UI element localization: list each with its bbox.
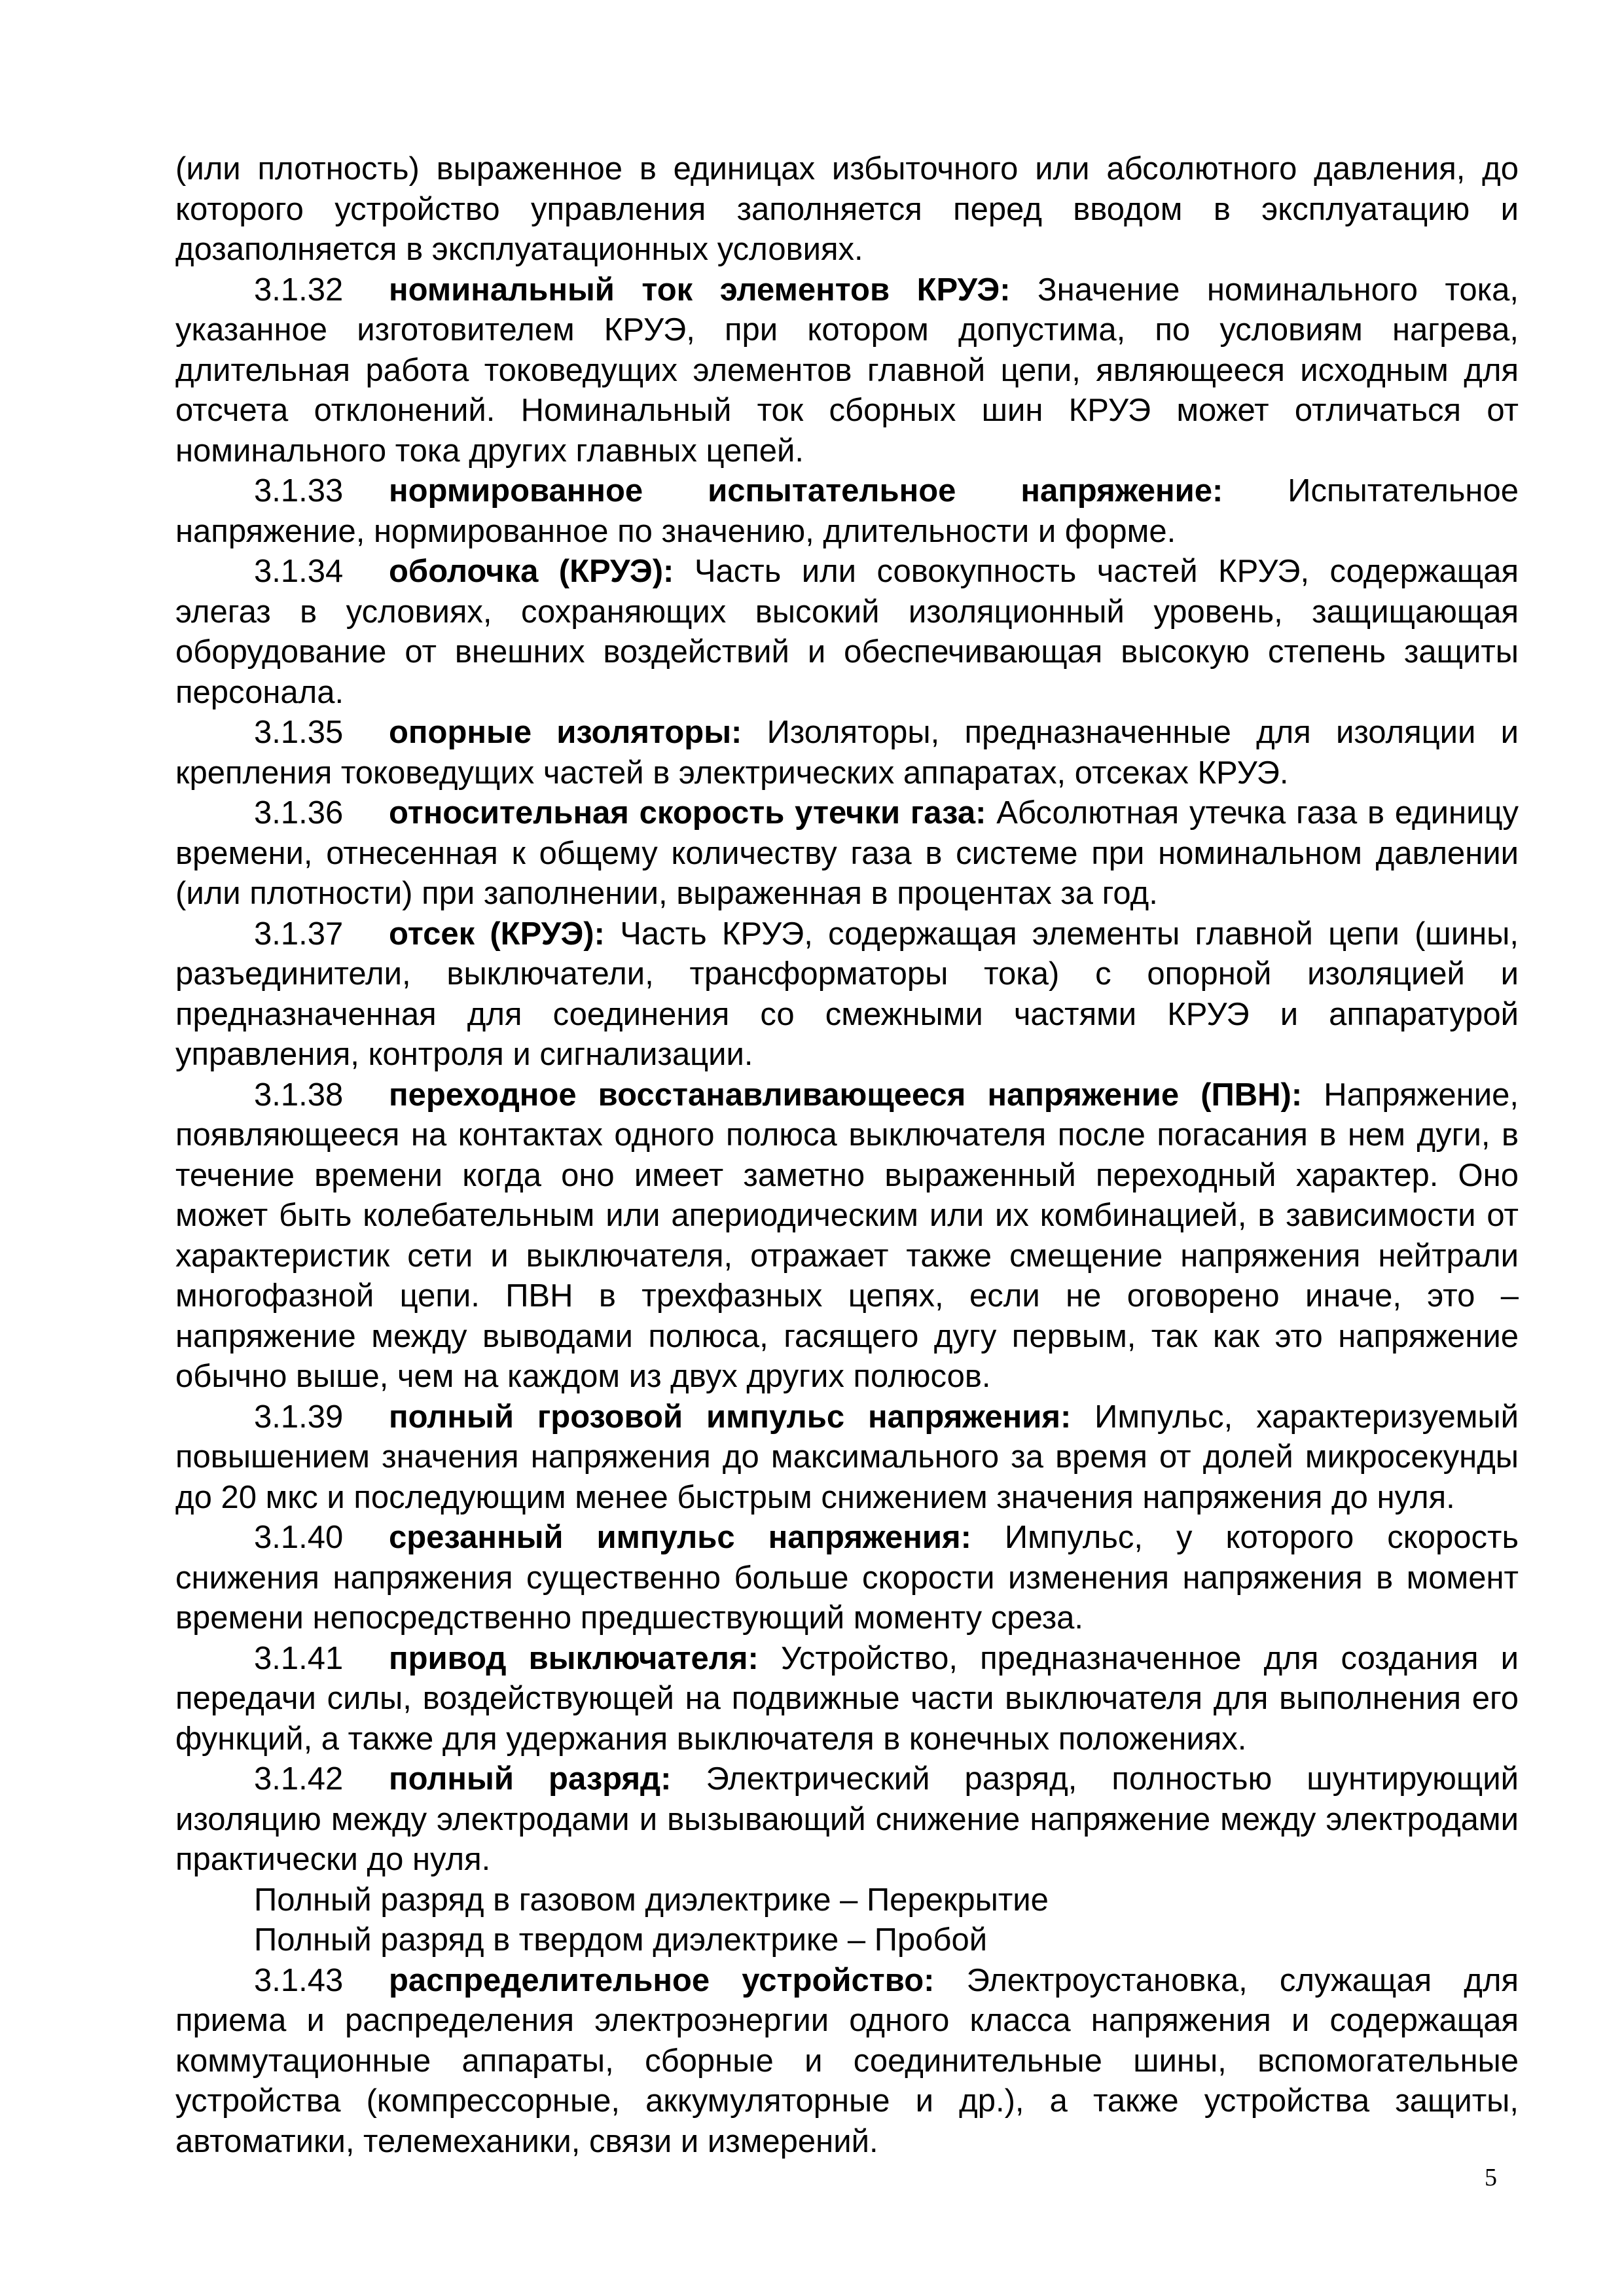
note-line: Полный разряд в газовом диэлектрике – Перекрытие [254,1882,1049,1918]
definition-text: Напряжение, появляющееся на контактах одного полюса выключателя после погасания в нем дуги, в течение времени когда оно имеет заметно выраженный переходный характер. Оно может быть колебательным или апериодическим или их комбинацией, в зависимости от характеристик сети и выключателя, отражает также смещение напряжения нейтрали многофазной цепи. ПВН в трехфазных цепях, если не оговорено иначе, это – напряжение между выводами полюса, гасящего дугу первым, так как это напряжение обычно выше, чем на каждом из двух других полюсов. [175,1077,1519,1394]
definition-number: 3.1.34 [254,554,344,589]
definition-number: 3.1.43 [254,1962,344,1998]
definition-3-1-36 [175,793,1519,914]
definition-term: опорные изоляторы: [389,715,742,750]
document-page [175,149,1519,2162]
definition-term: нормированное испытательное напряжение: [389,473,1223,509]
definition-number: 3.1.42 [254,1761,344,1797]
definition-term: отсек (КРУЭ): [389,916,605,952]
definition-3-1-42 [175,1759,1519,1880]
definition-3-1-34 [175,552,1519,713]
definition-text: Импульс, характеризуемый повышением значения напряжения до максимального за время от долей микросекунды до 20 мкс и последующим менее быстрым снижением значения напряжения до нуля. [175,1399,1519,1515]
definition-text: Импульс, у которого скорость снижения напряжения существенно больше скорости изменения напряжения в момент времени непосредственно предшествующий моменту среза. [175,1520,1519,1636]
definition-text: Абсолютная утечка газа в единицу времени, отнесенная к общему количеству газа в системе при номинальном давлении (или плотности) при заполнении, выраженная в процентах за год. [175,795,1519,911]
definition-text: Испытательное напряжение, нормированное по значению, длительности и форме. [175,473,1519,549]
definition-term: привод выключателя: [389,1640,759,1676]
definition-term: относительная скорость утечки газа: [389,795,986,831]
definition-3-1-37 [175,914,1519,1075]
definition-3-1-35 [175,713,1519,793]
definition-3-1-41 [175,1639,1519,1760]
definition-text: Электрический разряд, полностью шунтирующий изоляцию между электродами и вызывающий снижение напряжение между электродами практически до нуля. [175,1761,1519,1877]
definition-term: оболочка (КРУЭ): [389,554,674,589]
definition-3-1-32 [175,270,1519,472]
definition-number: 3.1.36 [254,795,344,831]
definition-term: переходное восстанавливающееся напряжение (ПВН): [389,1077,1303,1113]
definition-number: 3.1.40 [254,1520,344,1555]
definition-text: Электроустановка, служащая для приема и распределения электроэнергии одного класса напряжения и содержащая коммутационные аппараты, сборные и соединительные шины, вспомогательные устройства (компрессорные, аккумуляторные и др.), а также устройства защиты, автоматики, телемеханики, связи и измерений. [175,1962,1519,2159]
definition-term: срезанный импульс напряжения: [389,1520,971,1555]
definition-number: 3.1.41 [254,1640,344,1676]
definition-3-1-43 [175,1961,1519,2162]
definition-text: Часть или совокупность частей КРУЭ, содержащая элегаз в условиях, сохраняющих высокий изоляционный уровень, защищающая оборудование от внешних воздействий и обеспечивающая высокую степень защиты персонала. [175,554,1519,710]
definition-text: Изоляторы, предназначенные для изоляции и крепления токоведущих частей в электрических аппаратах, отсеках КРУЭ. [175,715,1519,791]
definition-term: полный разряд: [389,1761,672,1797]
definition-text: Часть КРУЭ, содержащая элементы главной цепи (шины, разъединители, выключатели, трансформаторы тока) с опорной изоляцией и предназначенная для соединения со смежными частями КРУЭ и аппаратурой управления, контроля и сигнализации. [175,916,1519,1072]
note-line: Полный разряд в твердом диэлектрике – Пробой [254,1922,988,1958]
definition-number: 3.1.37 [254,916,344,952]
definition-number: 3.1.32 [254,272,344,308]
definition-term: полный грозовой импульс напряжения: [389,1399,1072,1435]
definition-text: Значение номинального тока, указанное изготовителем КРУЭ, при котором допустима, по условиям нагрева, длительная работа токоведущих элементов главной цепи, являющееся исходным для отсчета отклонений. Номинальный ток сборных шин КРУЭ может отличаться от номинального тока других главных цепей. [175,272,1519,469]
definition-number: 3.1.33 [254,473,344,509]
intro-paragraph: (или плотность) выраженное в единицах избыточного или абсолютного давления, до которого устройство управления заполняется перед вводом в эксплуатацию и дозаполняется в эксплуатационных условиях. [175,151,1519,267]
definition-3-1-38 [175,1075,1519,1397]
definition-term: распределительное устройство: [389,1962,935,1998]
definition-number: 3.1.38 [254,1077,344,1113]
definition-number: 3.1.35 [254,715,344,750]
page-number: 5 [1485,2164,1497,2191]
definition-text: Устройство, предназначенное для создания и передачи силы, воздействующей на подвижные части выключателя для выполнения его функций, а также для удержания выключателя в конечных положениях. [175,1640,1519,1757]
definition-3-1-33 [175,471,1519,552]
definition-term: номинальный ток элементов КРУЭ: [389,272,1011,308]
definition-number: 3.1.39 [254,1399,344,1435]
definition-3-1-40 [175,1518,1519,1639]
definition-3-1-39 [175,1397,1519,1518]
